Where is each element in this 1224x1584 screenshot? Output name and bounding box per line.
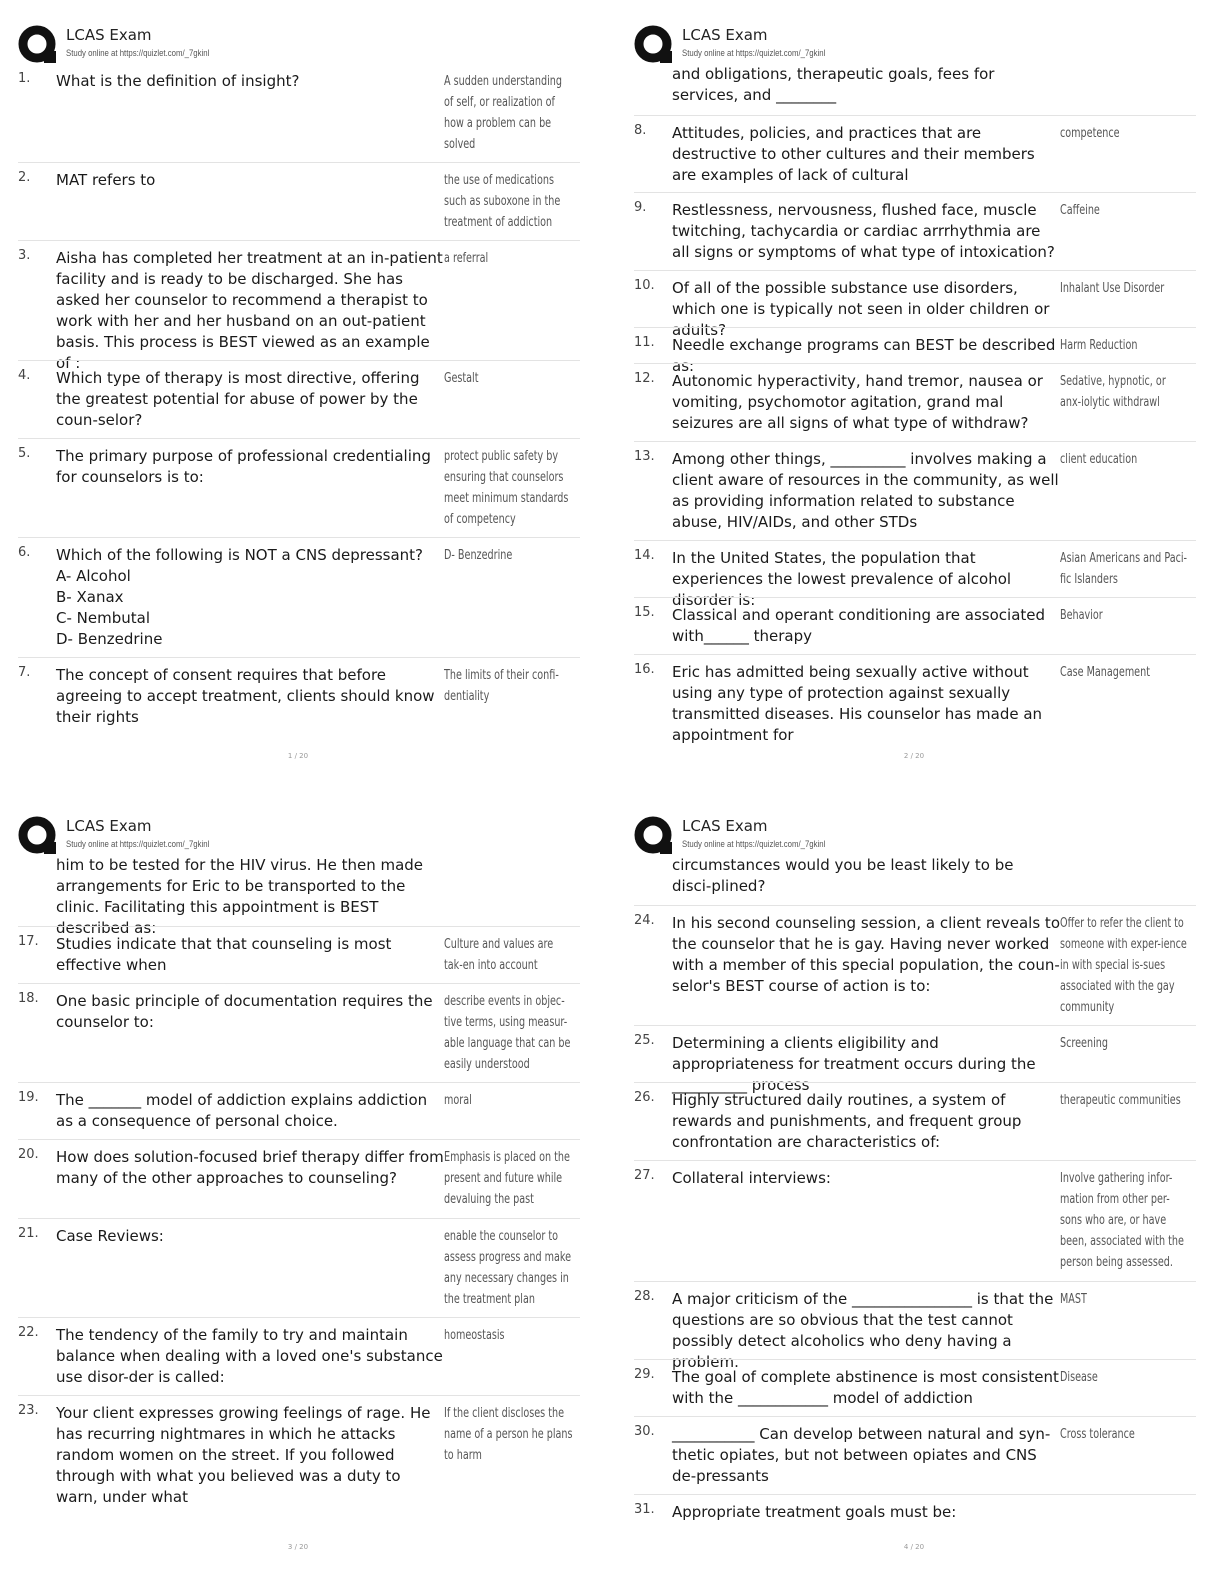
definition: Culture and values are tak-en into account bbox=[444, 937, 554, 973]
definition: homeostasis bbox=[444, 1328, 505, 1343]
term: Of all of the possible substance use disorders, which one is typically not seen in older children or adults? bbox=[672, 279, 1050, 339]
term: Attitudes, policies, and practices that are destructive to other cultures and their members are examples of lack of cultural bbox=[672, 124, 1035, 184]
card-23: 23. Your client expresses growing feelings of rage. He has recurring nightmares in which he attacks random women on the street. If you followed through with what you believed was a duty to warn, under what If the client discloses the name of a person he plans to harm bbox=[18, 1395, 580, 1496]
card-13: 13. Among other things, __________ involves making a client aware of resources in the community, as well as providing information related to substance abuse, HIV/AIDs, and other STDs client education bbox=[634, 441, 1196, 541]
quizlet-logo-icon bbox=[18, 816, 58, 856]
definition: Case Management bbox=[1060, 665, 1150, 680]
definition: competence bbox=[1060, 126, 1120, 141]
page-title: LCAS Exam bbox=[682, 26, 768, 44]
term: The tendency of the family to try and maintain balance when dealing with a loved one's substance use disor-der is called: bbox=[56, 1326, 443, 1386]
continued-text: circumstances would you be least likely to be disci-plined? bbox=[672, 856, 1014, 895]
card-9: 9. Restlessness, nervousness, flushed face, muscle twitching, tachycardia or cardiac arrrhythmia are all signs or symptoms of what type of intoxication? Caffeine bbox=[634, 192, 1196, 271]
term: One basic principle of documentation requires the counselor to: bbox=[56, 992, 433, 1031]
term: The concept of consent requires that before agreeing to accept treatment, clients should know their rights bbox=[56, 666, 435, 726]
page-4 bbox=[634, 813, 1214, 1553]
definition: Sedative, hypnotic, or anx-iolytic withdrawl bbox=[1060, 374, 1166, 410]
card-16: 16. Eric has admitted being sexually active without using any type of protection against sexually transmitted diseases. His counselor has made an appointment for Case Management bbox=[634, 654, 1196, 733]
definition: Cross tolerance bbox=[1060, 1427, 1135, 1442]
term: The goal of complete abstinence is most consistent with the ____________ model of addiction bbox=[672, 1368, 1059, 1407]
card-11: 11. Needle exchange programs can BEST be described as: Harm Reduction bbox=[634, 327, 1196, 364]
card-7: 7. The concept of consent requires that before agreeing to accept treatment, clients should know their rights The limits of their confi-dentiality bbox=[18, 657, 580, 718]
term: Needle exchange programs can BEST be described as: bbox=[672, 336, 1056, 375]
definition: protect public safety by ensuring that counselors meet minimum standards of competency bbox=[444, 449, 569, 527]
study-link[interactable]: Study online at https://quizlet.com/_7gkinl bbox=[66, 48, 210, 59]
term: In his second counseling session, a client reveals to the counselor that he is gay. Having never worked with a member of this special population, the coun-selor's BEST course of action is to: bbox=[672, 914, 1060, 995]
definition: Caffeine bbox=[1060, 203, 1100, 218]
card-1: 1. What is the definition of insight? A sudden understanding of self, or realization of how a problem can be solved bbox=[18, 64, 580, 162]
card-25: 25. Determining a clients eligibility and appropriateness for treatment occurs during the __________ process Screening bbox=[634, 1025, 1196, 1083]
definition: Screening bbox=[1060, 1036, 1108, 1051]
definition: Asian Americans and Paci-fic Islanders bbox=[1060, 551, 1188, 587]
card-22: 22. The tendency of the family to try and maintain balance when dealing with a loved one's substance use disor-der is called: homeostasis bbox=[18, 1317, 580, 1396]
page-3 bbox=[18, 813, 598, 1553]
definition: therapeutic communities bbox=[1060, 1093, 1181, 1108]
card-31: 31. Appropriate treatment goals must be: bbox=[634, 1494, 1196, 1531]
card-2: 2. MAT refers to the use of medications such as suboxone in the treatment of addiction bbox=[18, 162, 580, 241]
term: Highly structured daily routines, a system of rewards and punishments, and frequent group confrontation are characteristics of: bbox=[672, 1091, 1022, 1151]
term: ___________ Can develop between natural and syn-thetic opiates, but not between opiates and CNS de-pressants bbox=[672, 1425, 1051, 1485]
definition: Gestalt bbox=[444, 371, 479, 386]
definition: Behavior bbox=[1060, 608, 1103, 623]
continued-text: and obligations, therapeutic goals, fees for services, and ________ bbox=[672, 65, 995, 104]
card-30: 30. ___________ Can develop between natural and syn-thetic opiates, but not between opiates and CNS de-pressants Cross tolerance bbox=[634, 1416, 1196, 1495]
quizlet-logo-icon bbox=[634, 25, 674, 65]
term: Which of the following is NOT a CNS depressant? A- Alcohol B- Xanax C- Nembutal D- Benzedrine bbox=[56, 545, 444, 650]
definition: Inhalant Use Disorder bbox=[1060, 281, 1165, 296]
quizlet-logo-icon bbox=[18, 25, 58, 65]
card-8: 8. Attitudes, policies, and practices that are destructive to other cultures and their members are examples of lack of cultural competence bbox=[634, 115, 1196, 193]
term: The primary purpose of professional credentialing for counselors is to: bbox=[56, 447, 431, 486]
option: C- Nembutal bbox=[56, 609, 150, 627]
term: How does solution-focused brief therapy differ from many of the other approaches to counseling? bbox=[56, 1148, 444, 1187]
card-14: 14. In the United States, the population that experiences the lowest prevalence of alcohol disorder is: Asian Americans and Paci-fic Islanders bbox=[634, 540, 1196, 598]
page-number: 4 / 20 bbox=[903, 1543, 925, 1551]
definition: client education bbox=[1060, 452, 1138, 467]
card-5: 5. The primary purpose of professional credentialing for counselors is to: protect public safety by ensuring that counselors meet minimum standards of competency bbox=[18, 438, 580, 538]
term: Appropriate treatment goals must be: bbox=[672, 1503, 957, 1521]
option: A- Alcohol bbox=[56, 567, 131, 585]
definition: Harm Reduction bbox=[1060, 338, 1138, 353]
card-20: 20. How does solution-focused brief therapy differ from many of the other approaches to counseling? Emphasis is placed on the present and future while devaluing the past bbox=[18, 1139, 580, 1219]
definition: Involve gathering infor-mation from other per-sons who are, or have been, associated with the person being assessed. bbox=[1060, 1171, 1184, 1270]
card-29: 29. The goal of complete abstinence is most consistent with the ____________ model of addiction Disease bbox=[634, 1359, 1196, 1417]
term: Classical and operant conditioning are associated with______ therapy bbox=[672, 606, 1046, 645]
card-12: 12. Autonomic hyperactivity, hand tremor, nausea or vomiting, psychomotor agitation, grand mal seizures are all signs of what type of withdraw? Sedative, hypnotic, or anx-iolytic withdrawl bbox=[634, 363, 1196, 442]
study-link[interactable]: Study online at https://quizlet.com/_7gkinl bbox=[66, 839, 210, 850]
card-24: 24. In his second counseling session, a client reveals to the counselor that he is gay. Having never worked with a member of this special population, the coun-selor's BEST course of action is to: Offer to refer the client to someone with exper-ience in with special is-sues associated with the gay community bbox=[634, 905, 1196, 1026]
card-10: 10. Of all of the possible substance use disorders, which one is typically not seen in older children or adults? Inhalant Use Disorder bbox=[634, 270, 1196, 328]
term: Aisha has completed her treatment at an in-patient facility and is ready to be discharged. She has asked her counselor to recommend a therapist to work with her and her husband on an out-patient basis. This process is BEST viewed as an example of : bbox=[56, 249, 443, 372]
term: Collateral interviews: bbox=[672, 1169, 831, 1187]
term: Case Reviews: bbox=[56, 1227, 164, 1245]
term: Restlessness, nervousness, flushed face, muscle twitching, tachycardia or cardiac arrrhythmia are all signs or symptoms of what type of intoxication? bbox=[672, 201, 1055, 261]
definition: MAST bbox=[1060, 1292, 1087, 1307]
term: Studies indicate that that counseling is most effective when bbox=[56, 935, 392, 974]
card-18: 18. One basic principle of documentation requires the counselor to: describe events in objec-tive terms, using measur-able language that can be easily understood bbox=[18, 983, 580, 1083]
page-number: 2 / 20 bbox=[903, 752, 925, 760]
study-link[interactable]: Study online at https://quizlet.com/_7gkinl bbox=[682, 839, 826, 850]
option: B- Xanax bbox=[56, 588, 124, 606]
page-1 bbox=[18, 22, 598, 762]
card-6: 6. Which of the following is NOT a CNS depressant? A- Alcohol B- Xanax C- Nembutal D- Benzedrine D- Benzedrine bbox=[18, 537, 580, 658]
card-26: 26. Highly structured daily routines, a system of rewards and punishments, and frequent group confrontation are characteristics of: therapeutic communities bbox=[634, 1082, 1196, 1161]
definition: Emphasis is placed on the present and future while devaluing the past bbox=[444, 1150, 570, 1207]
term: MAT refers to bbox=[56, 171, 156, 189]
card-17: 17. Studies indicate that that counseling is most effective when Culture and values are tak-en into account bbox=[18, 926, 580, 984]
page-number: 3 / 20 bbox=[287, 1543, 309, 1551]
term: Eric has admitted being sexually active without using any type of protection against sexually transmitted diseases. His counselor has made an appointment for bbox=[672, 663, 1043, 744]
definition: a referral bbox=[444, 251, 489, 266]
continued-text: him to be tested for the HIV virus. He then made arrangements for Eric to be transported to the clinic. Facilitating this appointment is BEST described as: bbox=[56, 856, 424, 937]
page-title: LCAS Exam bbox=[682, 817, 768, 835]
term: Determining a clients eligibility and appropriateness for treatment occurs during the __________ process bbox=[672, 1034, 1036, 1094]
card-21: 21. Case Reviews: enable the counselor to assess progress and make any necessary changes in the treatment plan bbox=[18, 1218, 580, 1318]
term: The _______ model of addiction explains addiction as a consequence of personal choice. bbox=[56, 1091, 428, 1130]
definition: enable the counselor to assess progress and make any necessary changes in the treatment plan bbox=[444, 1229, 572, 1307]
term: Your client expresses growing feelings of rage. He has recurring nightmares in which he attacks random women on the street. If you followed through with what you believed was a duty to warn, under what bbox=[56, 1404, 431, 1506]
term: Which type of therapy is most directive, offering the greatest potential for abuse of power by the coun-selor? bbox=[56, 369, 420, 429]
page-2 bbox=[634, 22, 1214, 762]
definition: The limits of their confi-dentiality bbox=[444, 668, 559, 704]
study-link[interactable]: Study online at https://quizlet.com/_7gkinl bbox=[682, 48, 826, 59]
card-19: 19. The _______ model of addiction explains addiction as a consequence of personal choice. moral bbox=[18, 1082, 580, 1140]
definition: If the client discloses the name of a person he plans to harm bbox=[444, 1406, 573, 1463]
term: Autonomic hyperactivity, hand tremor, nausea or vomiting, psychomotor agitation, grand mal seizures are all signs of what type of withdraw? bbox=[672, 372, 1043, 432]
definition: Disease bbox=[1060, 1370, 1098, 1385]
definition: describe events in objec-tive terms, using measur-able language that can be easily understood bbox=[444, 994, 571, 1072]
page-title: LCAS Exam bbox=[66, 817, 152, 835]
card-15: 15. Classical and operant conditioning are associated with______ therapy Behavior bbox=[634, 597, 1196, 655]
term: What is the definition of insight? bbox=[56, 72, 300, 90]
card-27: 27. Collateral interviews: Involve gathering infor-mation from other per-sons who are, or have been, associated with the person being assessed. bbox=[634, 1160, 1196, 1282]
definition: D- Benzedrine bbox=[444, 548, 513, 563]
term: Among other things, __________ involves making a client aware of resources in the community, as well as providing information related to substance abuse, HIV/AIDs, and other STDs bbox=[672, 450, 1059, 531]
definition: Offer to refer the client to someone with exper-ience in with special is-sues associated with the gay community bbox=[1060, 916, 1187, 1015]
card-3: 3. Aisha has completed her treatment at an in-patient facility and is ready to be discharged. She has asked her counselor to recommend a therapist to work with her and her husband on an out-patient basis. This process is BEST viewed as an example of : a referral bbox=[18, 240, 580, 361]
page-number: 1 / 20 bbox=[287, 752, 309, 760]
quizlet-logo-icon bbox=[634, 816, 674, 856]
card-28: 28. A major criticism of the ________________ is that the questions are so obvious that the test cannot possibly detect alcoholics who deny having a problem. MAST bbox=[634, 1281, 1196, 1360]
term: A major criticism of the ________________ is that the questions are so obvious that the test cannot possibly detect alcoholics who deny having a problem. bbox=[672, 1290, 1054, 1371]
term: In the United States, the population that experiences the lowest prevalence of alcohol disorder is: bbox=[672, 549, 1012, 609]
definition: the use of medications such as suboxone in the treatment of addiction bbox=[444, 173, 561, 230]
option: D- Benzedrine bbox=[56, 630, 163, 648]
definition: moral bbox=[444, 1093, 472, 1108]
definition: A sudden understanding of self, or realization of how a problem can be solved bbox=[444, 74, 562, 152]
page-title: LCAS Exam bbox=[66, 26, 152, 44]
card-4: 4. Which type of therapy is most directive, offering the greatest potential for abuse of power by the coun-selor? Gestalt bbox=[18, 360, 580, 439]
